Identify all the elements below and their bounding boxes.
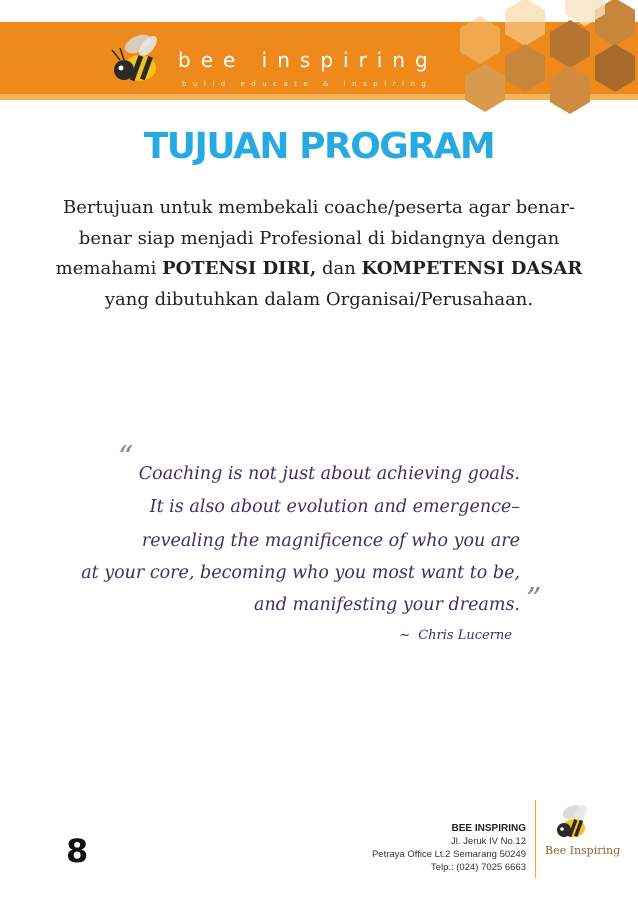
- contact-block: [360, 822, 526, 874]
- bee-logo-icon: [104, 28, 168, 90]
- brand-name: bee inspiring: [178, 48, 438, 72]
- quote-line-5: and manifesting your dreams.: [254, 595, 520, 615]
- purpose-text-3: yang dibutuhkan dalam Organisai/Perusahaan.: [104, 288, 534, 310]
- page-header: [0, 0, 638, 110]
- contact-address-1: Jl. Jeruk IV No.12: [451, 836, 526, 847]
- contact-phone: Telp.: (024) 7025 6663: [430, 862, 526, 873]
- quote-open-mark: “: [118, 440, 134, 475]
- author-name: Chris Lucerne: [418, 628, 512, 643]
- author-dash: ~: [399, 628, 411, 643]
- quote-block: [60, 440, 560, 660]
- quote-line-4: at your core, becoming who you most want to be,: [81, 563, 520, 583]
- footer-logo-text: Bee Inspiring: [545, 844, 621, 857]
- quote-close-mark: ”: [526, 582, 542, 617]
- purpose-paragraph: [40, 193, 598, 315]
- quote-line-3: revealing the magnificence of who you are: [141, 531, 520, 551]
- purpose-text-2: dan: [316, 258, 362, 279]
- quote-line-1: Coaching is not just about achieving goals.: [138, 464, 520, 484]
- contact-org-name: BEE INSPIRING: [451, 823, 526, 834]
- footer-divider: [535, 800, 536, 878]
- contact-address-2: Petraya Office Lt.2 Semarang 50249: [371, 849, 526, 860]
- purpose-text-1: Bertujuan untuk membekali coache/peserta agar benar-benar siap menjadi Profesional di bidangnya dengan memahami: [55, 197, 575, 279]
- page-number: 8: [66, 832, 89, 870]
- purpose-bold-2: KOMPETENSI DASAR: [361, 258, 583, 279]
- page-title: TUJUAN PROGRAM: [143, 126, 495, 167]
- honeycomb-cells: [460, 0, 635, 114]
- purpose-bold-1: POTENSI DIRI,: [162, 258, 317, 279]
- brand-tagline: build educate & inspiring: [182, 80, 433, 88]
- quote-author: [399, 628, 512, 643]
- quote-line-2: It is also about evolution and emergence–: [149, 497, 520, 517]
